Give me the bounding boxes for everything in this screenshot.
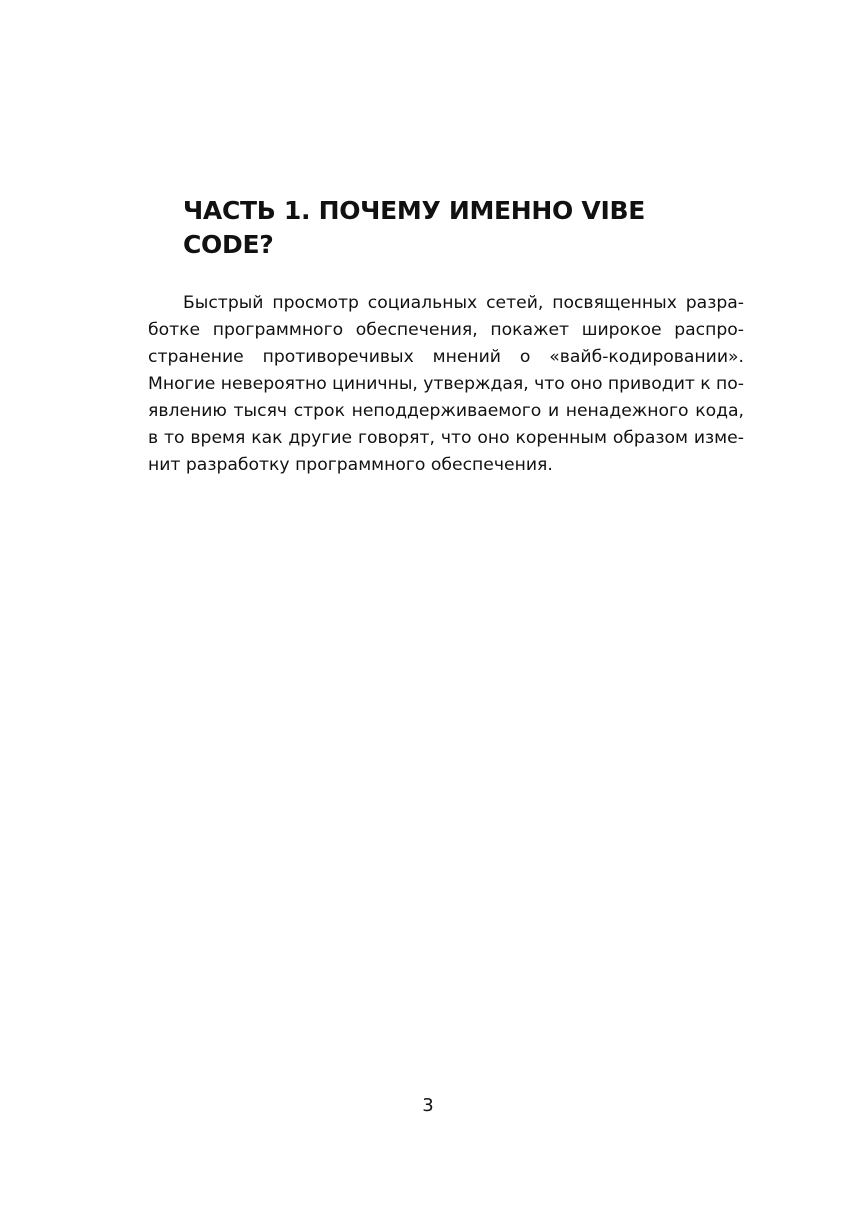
- paragraph-word: мнений: [432, 347, 501, 367]
- paragraph-word: социальных: [367, 293, 478, 313]
- paragraph-word: программного: [295, 455, 431, 475]
- paragraph-word: нит: [148, 455, 186, 475]
- paragraph-word: что: [440, 428, 472, 448]
- paragraph-word: распро-: [674, 320, 744, 340]
- paragraph-word: что: [534, 374, 565, 394]
- paragraph-word: изме-: [693, 428, 744, 448]
- paragraph-word: приводит: [607, 374, 695, 394]
- page-number: 3: [422, 1095, 434, 1116]
- paragraph-word: говорят,: [358, 428, 435, 448]
- paragraph-line: [148, 371, 744, 398]
- paragraph-word: ненадежного: [565, 401, 689, 421]
- paragraph-word: обеспечения.: [430, 455, 553, 475]
- chapter-title-line: ЧАСТЬ 1. ПОЧЕМУ ИМЕННО VIBE: [183, 196, 645, 225]
- paragraph-word: о: [519, 347, 531, 367]
- paragraph-line: [148, 317, 744, 344]
- paragraph-word: циничны,: [332, 374, 418, 394]
- chapter-title: [183, 194, 653, 262]
- paragraph-line: [148, 344, 744, 371]
- paragraph-word: покажет: [490, 320, 570, 340]
- paragraph-word: оно: [477, 428, 510, 448]
- paragraph-line: [148, 290, 744, 317]
- paragraph-word: то: [164, 428, 185, 448]
- paragraph-line: [148, 425, 744, 452]
- chapter-title-line: CODE?: [183, 230, 274, 259]
- paragraph-word: ботке: [148, 320, 201, 340]
- paragraph-word: «вайб-кодировании».: [549, 347, 744, 367]
- paragraph-word: другие: [288, 428, 353, 448]
- paragraph-word: программного: [212, 320, 344, 340]
- paragraph-word: кода,: [695, 401, 744, 421]
- paragraph-word: Многие: [148, 374, 216, 394]
- paragraph-word: явлению: [148, 401, 227, 421]
- paragraph-word: по-: [716, 374, 744, 394]
- paragraph-word: коренным: [515, 428, 607, 448]
- paragraph-word: утверждая,: [423, 374, 529, 394]
- paragraph-word: образом: [612, 428, 688, 448]
- paragraph-word: и: [547, 401, 560, 421]
- paragraph-line: [148, 398, 744, 425]
- paragraph-word: странение: [148, 347, 244, 367]
- paragraph-word: в: [148, 428, 159, 448]
- paragraph-word: посвященных: [552, 293, 677, 313]
- paragraph-word: противоречивых: [262, 347, 414, 367]
- paragraph-line: [148, 452, 744, 479]
- paragraph-word: широкое: [581, 320, 662, 340]
- paragraph-word: неподдерживаемого: [351, 401, 542, 421]
- paragraph-word: к: [700, 374, 711, 394]
- paragraph-word: тысяч: [233, 401, 288, 421]
- paragraph-word: невероятно: [220, 374, 327, 394]
- body-paragraph: [148, 290, 744, 479]
- paragraph-word: Быстрый: [183, 293, 264, 313]
- paragraph-word: разра-: [685, 293, 744, 313]
- paragraph-word: время: [190, 428, 246, 448]
- paragraph-word: разработку: [185, 455, 296, 475]
- paragraph-word: сетей,: [486, 293, 544, 313]
- paragraph-word: как: [251, 428, 283, 448]
- paragraph-word: просмотр: [272, 293, 359, 313]
- paragraph-word: строк: [293, 401, 345, 421]
- paragraph-word: обеспечения,: [355, 320, 478, 340]
- paragraph-word: оно: [570, 374, 603, 394]
